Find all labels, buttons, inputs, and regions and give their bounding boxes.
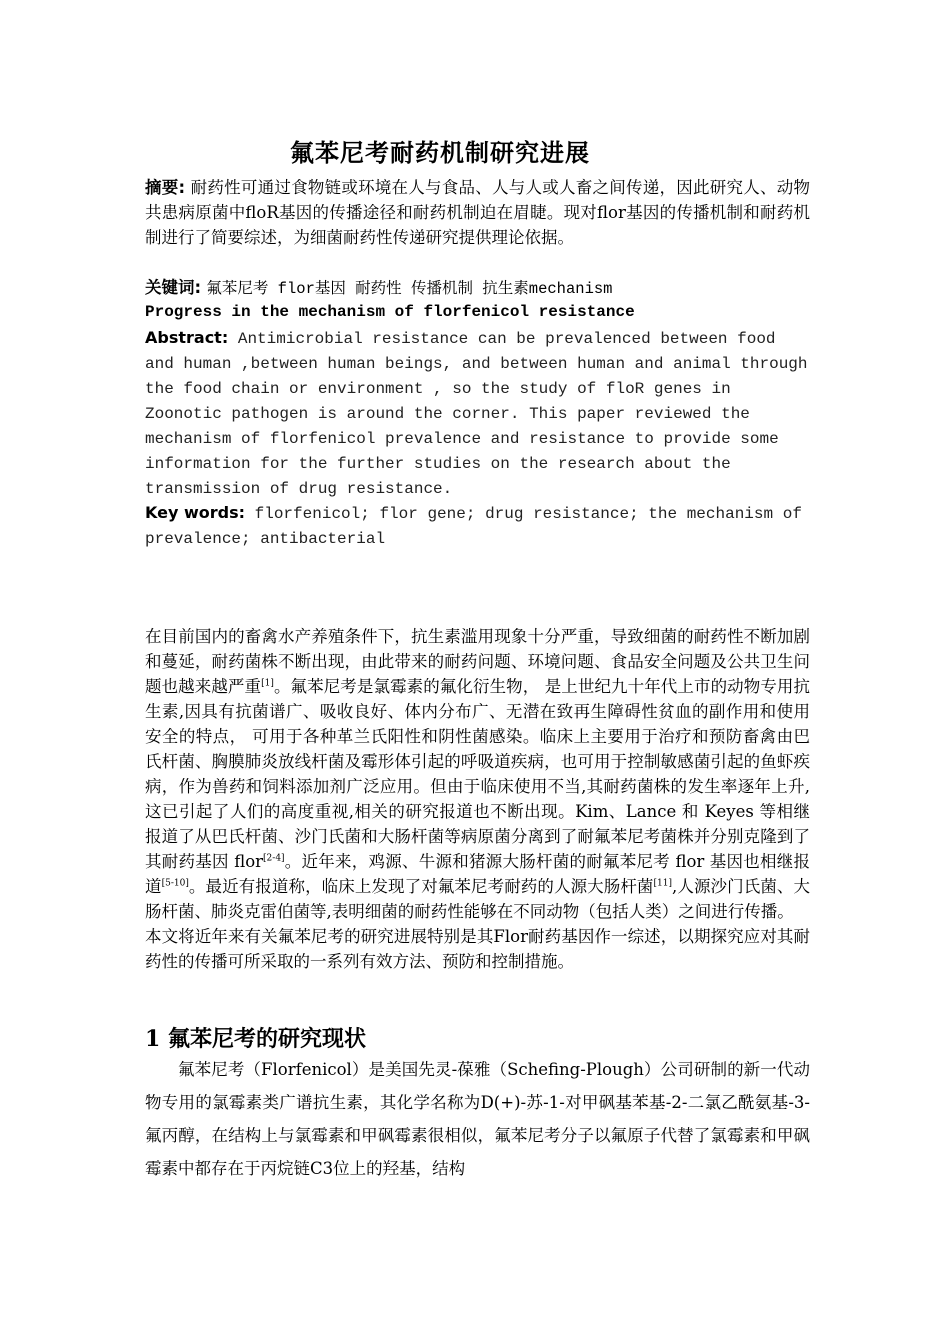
abstract-en-label: Abstract: [145,328,229,347]
intro-p1-e: ,人源沙门氏菌、大肠杆菌、肺炎克雷伯菌等,表明细菌的耐药性能够在不同动物（包括人类）之间进行传播。 [145,877,811,921]
citation-3: [5-10] [161,878,189,889]
keywords-cn [145,275,810,302]
paper-title: 氟苯尼考耐药机制研究进展 [290,138,590,167]
keywords-en [145,500,810,552]
intro-paragraph-2: 本文将近年来有关氟苯尼考的研究进展特别是其Flor耐药基因作一综述，以期探究应对其耐药性的传播可所采取的一系列有效方法、预防和控制措施。 [145,927,810,971]
intro-p1-c: 。近年来，鸡源、牛源和猪源大肠杆菌的耐氟苯尼考 flor 基因也相继报道 [145,852,810,896]
intro-p1-d: 。最近有报道称，临床上发现了对氟苯尼考耐药的人源大肠杆菌 [188,877,654,896]
intro-paragraph-1 [145,624,810,924]
keywords-cn-label: 关键词: [145,278,202,297]
citation-4: [11] [653,878,673,889]
citation-1: [1] [261,678,274,689]
abstract-cn [145,175,810,250]
abstract-en-text: Antimicrobial resistance can be prevalenced between food and human ,between human beings, and between human and animal through the food chain or environment , so the study of floR genes in Zoonotic pathogen is around the corner. This paper reviewed the mechanism of florfenicol prevalence and resistance to provide some information for the further studies on the research about the transmission of drug resistance. [145,330,808,498]
abstract-cn-label: 摘要: [145,178,186,197]
section-1-paragraph: 氟苯尼考（Florfenicol）是美国先灵-葆雅（Schefing-Plough）公司研制的新一代动物专用的氯霉素类广谱抗生素，其化学名称为D(+)-苏-1-对甲砜基苯基-2-二氯乙酰氨基-3-氟丙醇，在结构上与氯霉素和甲砜霉素很相似，氟苯尼考分子以氟原子代替了氯霉素和甲砜霉素中都存在于丙烷链C3位上的羟基，结构 [145,1060,810,1178]
intro-p1-a: 在目前国内的畜禽水产养殖条件下，抗生素滥用现象十分严重，导致细菌的耐药性不断加剧和蔓延，耐药菌株不断出现，由此带来的耐药问题、环境问题、食品安全问题及公共卫生问题也越来越严重 [145,627,810,696]
intro-section [145,624,810,974]
keywords-en-text: florfenicol; flor gene; drug resistance; the mechanism of prevalence; antibacterial [145,505,802,548]
citation-2: [2-4] [263,853,285,864]
abstract-cn-text: 耐药性可通过食物链或环境在人与食品、人与人或人畜之间传递，因此研究人、动物共患病原菌中floR基因的传播途径和耐药机制迫在眉睫。现对flor基因的传播机制和耐药机制进行了简要综述，为细菌耐药性传递研究提供理论依据。 [145,178,810,247]
abstract-en [145,325,810,502]
section-1-body [145,1053,810,1185]
english-title: Progress in the mechanism of florfenicol resistance [145,303,635,321]
keywords-en-label: Key words: [145,503,246,522]
section-1-heading: 1 氟苯尼考的研究现状 [145,1026,366,1052]
intro-p1-b: 。氟苯尼考是氯霉素的氟化衍生物， 是上世纪九十年代上市的动物专用抗生素,因具有抗菌谱广、吸收良好、体内分布广、无潜在致再生障碍性贫血的副作用和使用安全的特点， 可用于各种革兰氏阳性和阴性菌感染。临床上主要用于治疗和预防畜禽由巴氏杆菌、胸膜肺炎放线杆菌及霉形体引起的呼吸道疾病，也可用于控制敏感菌引起的鱼虾疾病，作为兽药和饲料添加剂广泛应用。但由于临床使用不当,其耐药菌株的发生率逐年上升,这已引起了人们的高度重视,相关的研究报道也不断出现。Kim、Lance 和 Keyes 等相继报道了从巴氏杆菌、沙门氏菌和大肠杆菌等病原菌分离到了耐氟苯尼考菌株并分别克隆到了其耐药基因 flor [145,677,811,871]
keywords-cn-text: 氟苯尼考 flor基因 耐药性 传播机制 抗生素mechanism [206,280,613,298]
